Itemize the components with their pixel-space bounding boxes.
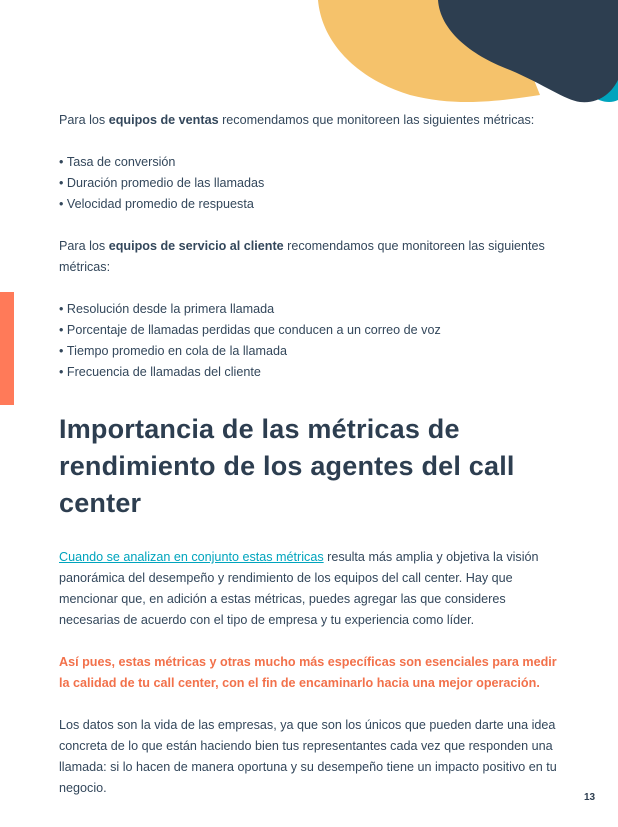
paragraph-analysis: Cuando se analizan en conjunto estas métricas resulta más amplia y objetiva la visión panorámica del desempeño y rendimiento de los equipos del call center. Hay que mencionar que, en adición a estas métricas, puedes agregar las que consideres necesarias de acuerdo con el tipo de empresa y tu experiencia como líder.: [59, 550, 539, 627]
sales-intro: Para los equipos de ventas recomendamos que monitoreen las siguientes métricas:: [59, 113, 535, 127]
page-number: 13: [584, 792, 596, 803]
list-item: • Tasa de conversión: [59, 152, 564, 173]
list-item: • Velocidad promedio de respuesta: [59, 194, 564, 215]
service-metrics-list: [59, 299, 564, 383]
list-item: • Porcentaje de llamadas perdidas que conducen a un correo de voz: [59, 320, 564, 341]
service-intro-bold: equipos de servicio al cliente: [108, 239, 284, 253]
side-accent-bar: [0, 292, 14, 405]
list-item: • Resolución desde la primera llamada: [59, 299, 564, 320]
list-item: • Duración promedio de las llamadas: [59, 173, 564, 194]
paragraph-data: Los datos son la vida de las empresas, ya que son los únicos que pueden darte una idea concreta de lo que están haciendo bien tus representantes cada vez que responden una llamada: si lo hacen de manera oportuna y su desempeño tiene un impacto positivo en tu negocio.: [59, 718, 557, 795]
service-intro: Para los equipos de servicio al cliente recomendamos que monitoreen las siguientes métricas:: [59, 239, 545, 274]
list-item: • Tiempo promedio en cola de la llamada: [59, 341, 564, 362]
sales-metrics-list: [59, 152, 564, 215]
highlight-paragraph: Así pues, estas métricas y otras mucho más específicas son esenciales para medir la calidad de tu call center, con el fin de encaminarlo hacia una mejor operación.: [59, 655, 557, 690]
section-heading: Importancia de las métricas de rendimiento de los agentes del call center: [59, 414, 515, 518]
page-content: [59, 110, 564, 799]
list-item: • Frecuencia de llamadas del cliente: [59, 362, 564, 383]
sales-intro-bold: equipos de ventas: [108, 113, 219, 127]
metrics-link[interactable]: Cuando se analizan en conjunto estas métricas: [59, 550, 324, 564]
